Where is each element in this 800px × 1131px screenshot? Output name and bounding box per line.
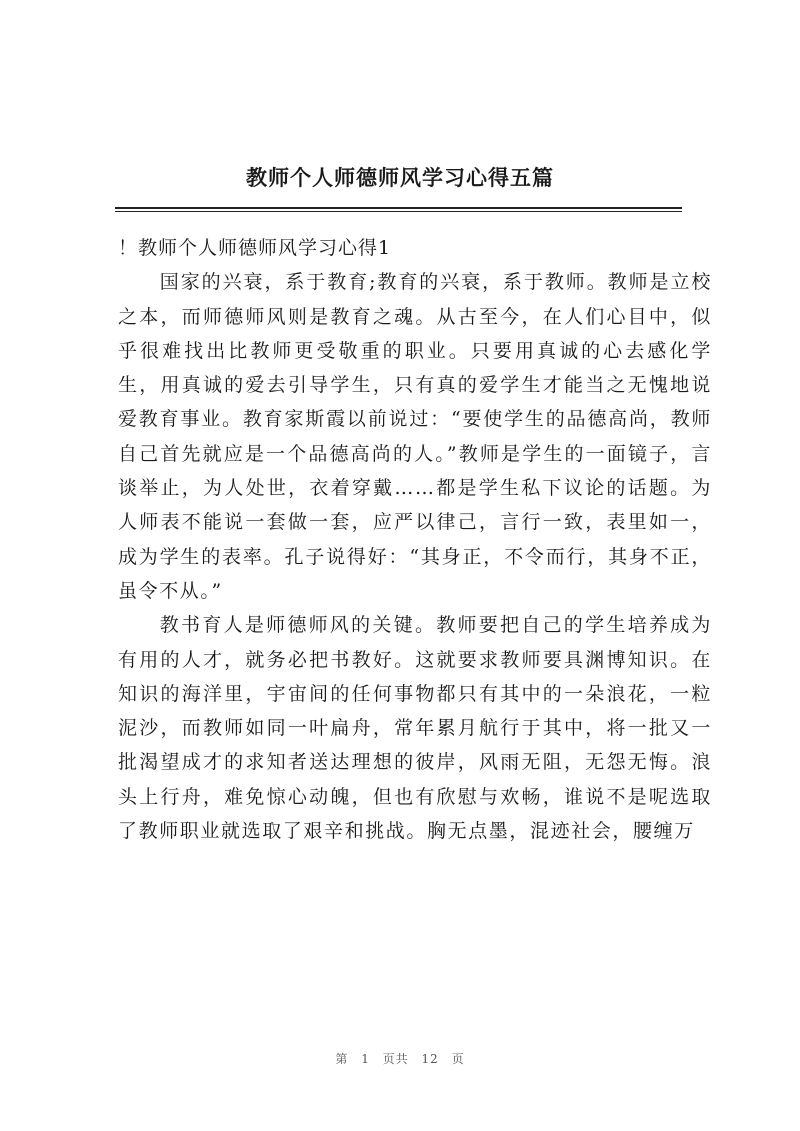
page-footer — [0, 1050, 800, 1067]
body-paragraph: 国家的兴衰，系于教育;教育的兴衰，系于教师。教师是立校之本，而师德师风则是教育之魂。从古至今，在人们心目中，似乎很难找出比教师更受敬重的职业。只要用真诚的心去感化学生，用真诚的爱去引导学生，只有真的爱学生才能当之无愧地说爱教育事业。教育家斯霞以前说过：“要使学生的品德高尚，教师自己首先就应是一个品德高尚的人。”教师是学生的一面镜子，言谈举止，为人处世，衣着穿戴……都是学生私下议论的话题。为人师表不能说一套做一套，应严以律己，言行一致，表里如一，成为学生的表率。孔子说得好：“其身正，不令而行，其身不正，虽令不从。” — [118, 271, 712, 602]
document-title: 教师个人师德师风学习心得五篇 — [246, 165, 554, 190]
document-body — [118, 231, 712, 848]
footer-suffix: 页 — [451, 1052, 465, 1066]
footer-middle: 页共 — [382, 1052, 409, 1066]
body-paragraph: 教书育人是师德师风的关键。教师要把自己的学生培养成为有用的人才，就务必把书教好。这就要求教师要具渊博知识。在知识的海洋里，宇宙间的任何事物都只有其中的一朵浪花，一粒泥沙，而教师如同一叶扁舟，常年累月航行于其中，将一批又一批渴望成才的求知者送达理想的彼岸，风雨无阻，无怨无悔。浪头上行舟，难免惊心动魄，但也有欣慰与欢畅，谁说不是呢选取了教师职业就选取了艰辛和挑战。胸无点墨，混迹社会，腰缠万 — [118, 614, 712, 843]
footer-total-pages: 12 — [421, 1052, 439, 1066]
section-heading: ！教师个人师德师风学习心得1 — [118, 237, 392, 259]
title-divider — [115, 207, 682, 212]
footer-prefix: 第 — [335, 1052, 349, 1066]
footer-page-number: 1 — [361, 1052, 370, 1066]
